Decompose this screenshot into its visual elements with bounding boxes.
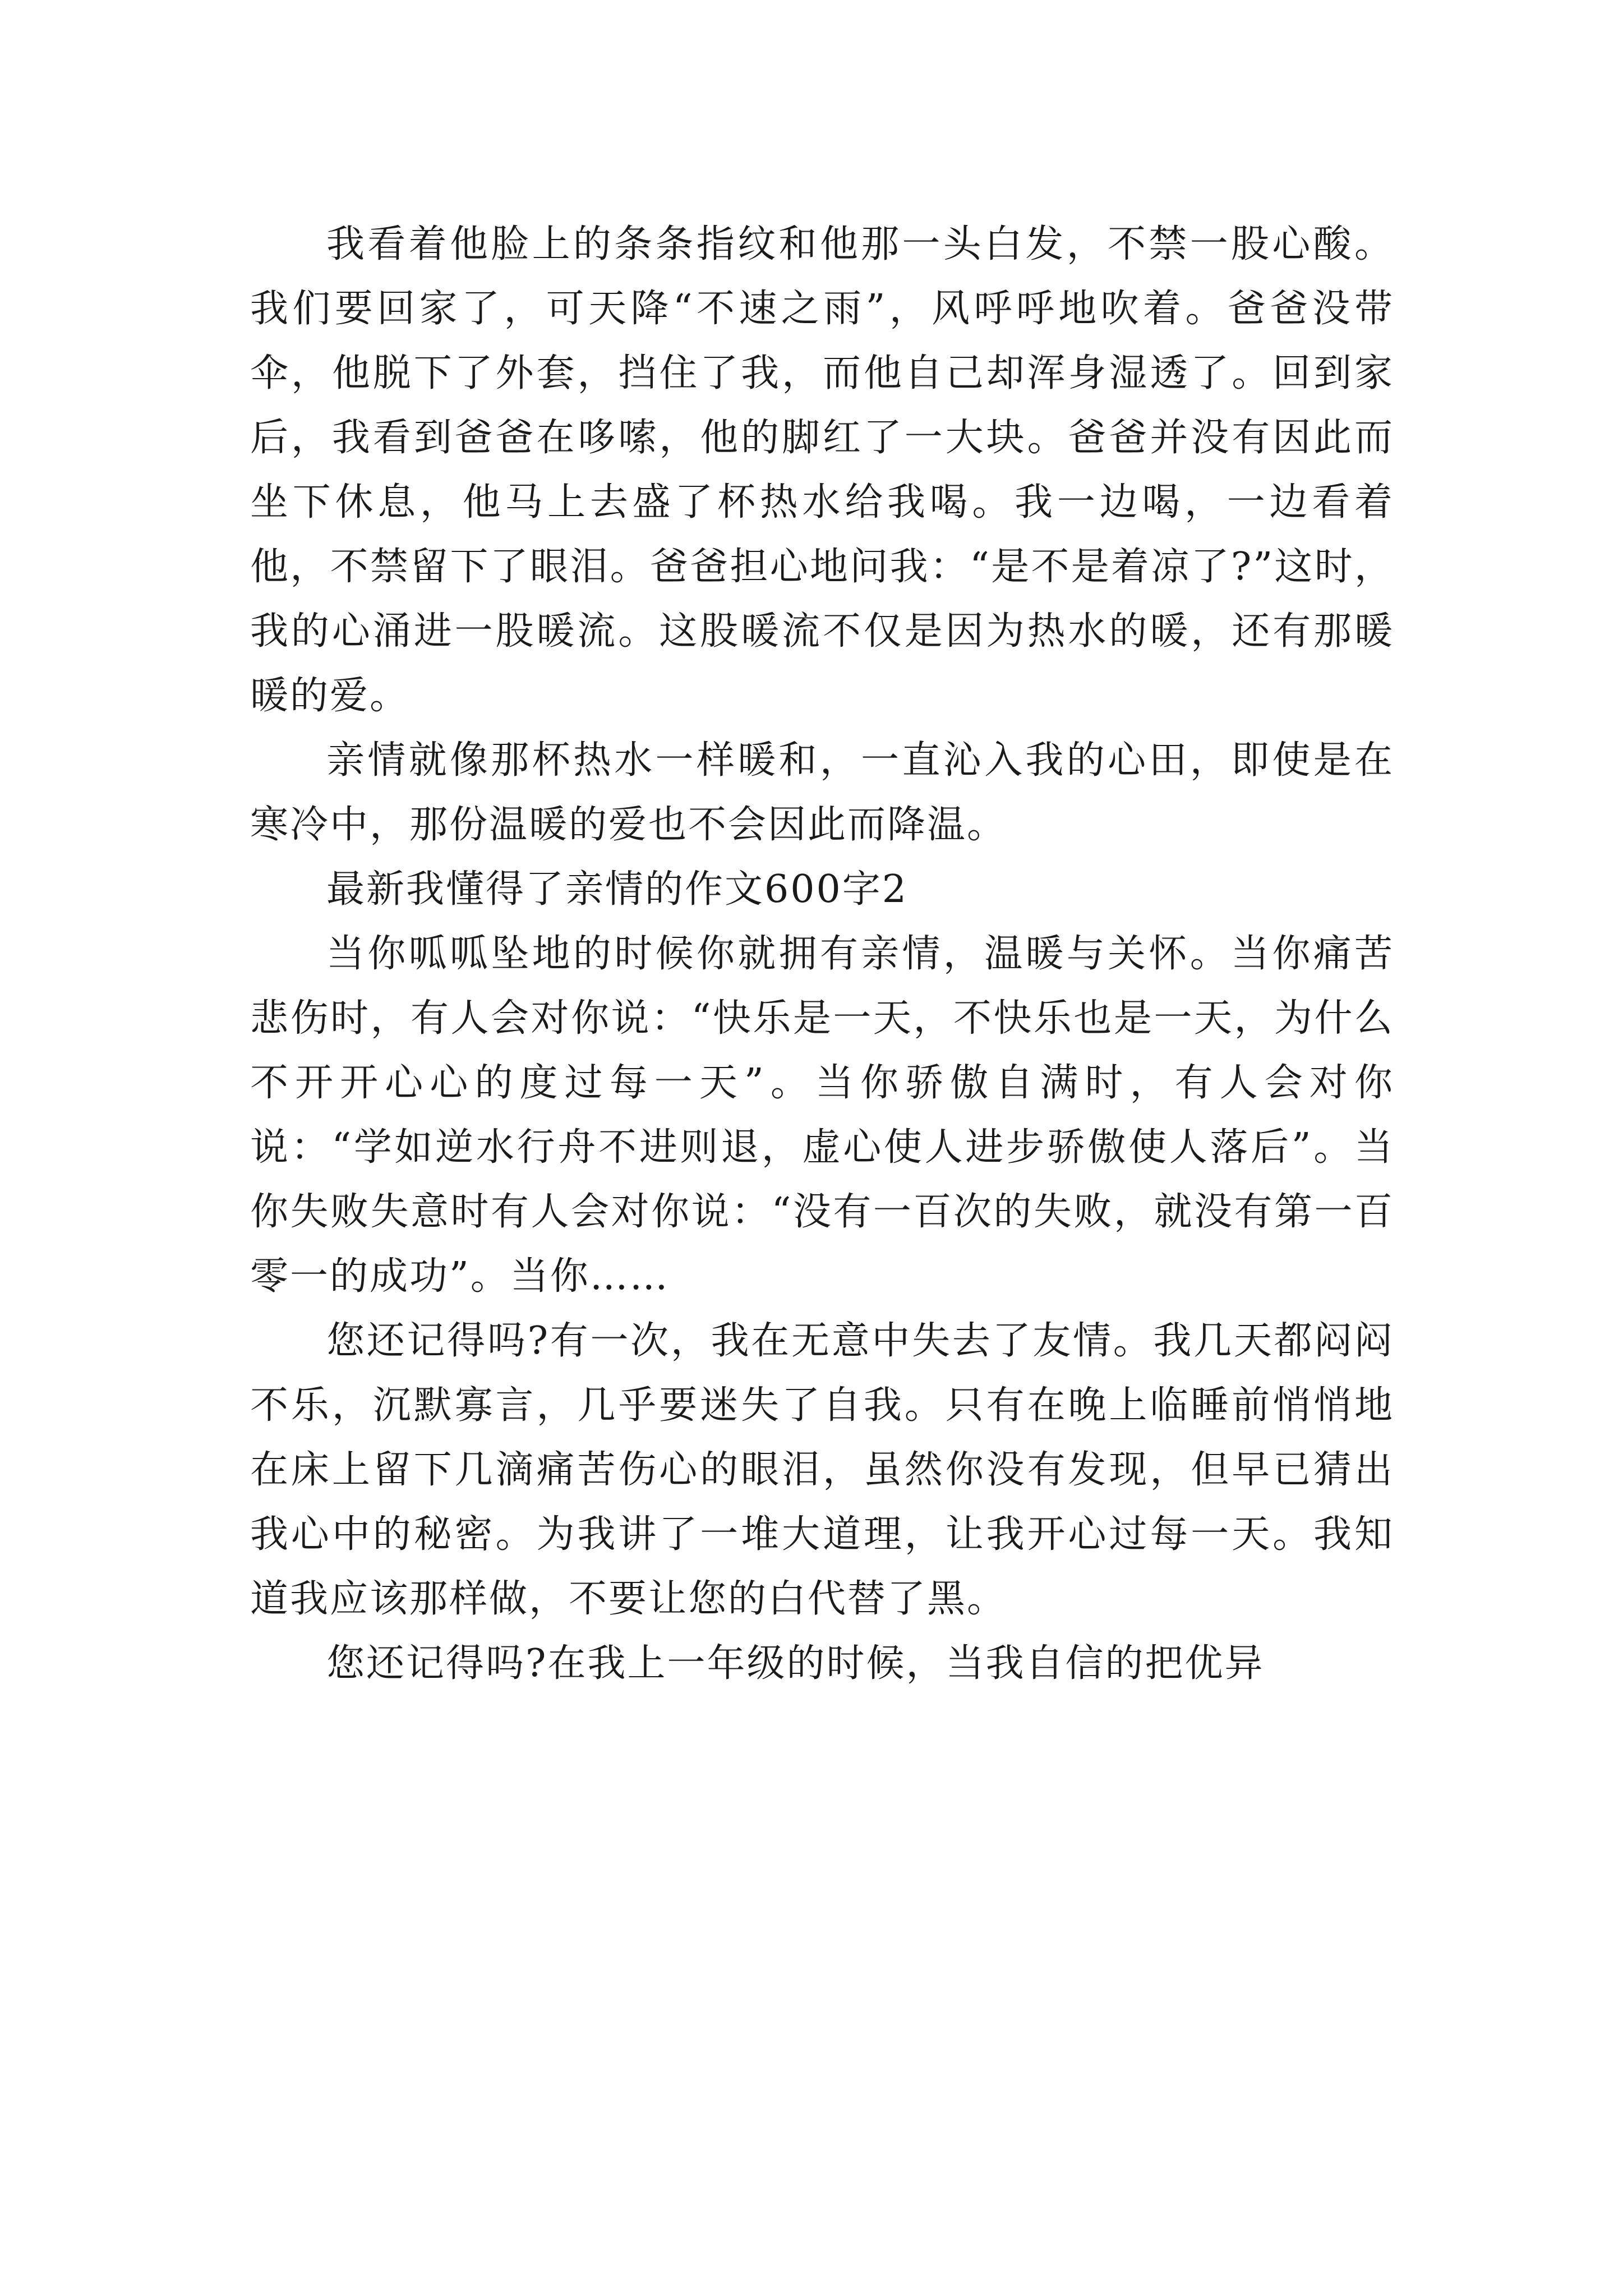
document-body <box>250 212 1394 1696</box>
paragraph-lost-friendship: 您还记得吗?有一次，我在无意中失去了友情。我几天都闷闷不乐，沉默寡言，几乎要迷失了自我。只有在晚上临睡前悄悄地在床上留下几滴痛苦伤心的眼泪，虽然你没有发现，但早已猜出我心中的秘密。为我讲了一堆大道理，让我开心过每一天。我知道我应该那样做，不要让您的白代替了黑。 <box>250 1319 1394 1621</box>
paragraph-warm-water: 亲情就像那杯热水一样暖和，一直沁入我的心田，即使是在寒冷中，那份温暖的爱也不会因此而降温。 <box>250 738 1394 847</box>
paragraph-father-umbrella: 我看着他脸上的条条指纹和他那一头白发，不禁一股心酸。我们要回家了，可天降“不速之雨”，风呼呼地吹着。爸爸没带伞，他脱下了外套，挡住了我，而他自己却浑身湿透了。回到家后，我看到爸爸在哆嗦，他的脚红了一大块。爸爸并没有因此而坐下休息，他马上去盛了杯热水给我喝。我一边喝，一边看着他，不禁留下了眼泪。爸爸担心地问我：“是不是着凉了?”这时，我的心涌进一股暖流。这股暖流不仅是因为热水的暖，还有那暖暖的爱。 <box>250 222 1394 718</box>
paragraph-family-love: 当你呱呱坠地的时候你就拥有亲情，温暖与关怀。当你痛苦悲伤时，有人会对你说：“快乐是一天，不快乐也是一天，为什么不开开心心的度过每一天”。当你骄傲自满时，有人会对你说：“学如逆水行舟不进则退，虚心使人进步骄傲使人落后”。当你失败失意时有人会对你说：“没有一百次的失败，就没有第一百零一的成功”。当你…… <box>250 932 1394 1299</box>
paragraph-first-grade: 您还记得吗?在我上一年级的时候，当我自信的把优异 <box>326 1641 1265 1686</box>
essay-heading: 最新我懂得了亲情的作文600字2 <box>326 867 909 912</box>
